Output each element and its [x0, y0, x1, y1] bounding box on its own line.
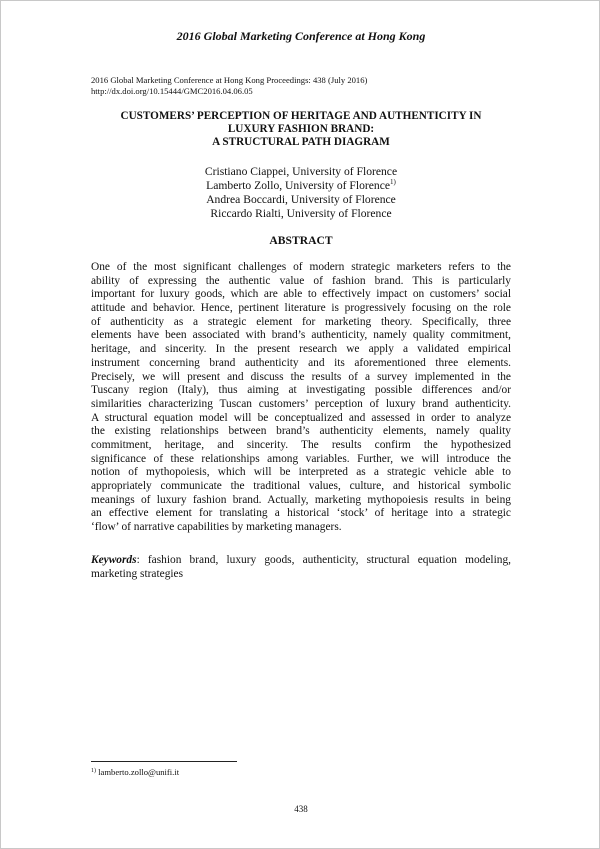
- author-name: Andrea Boccardi, University of Florence: [206, 193, 396, 206]
- paper-title: [91, 110, 511, 149]
- author-list: [91, 165, 511, 221]
- author-entry: [91, 193, 511, 207]
- abstract-line: Precisely, we will present and discuss the results of a survey implemented in the: [91, 370, 511, 383]
- abstract-line: the existing relationships between brand’s authenticity elements, namely quality: [91, 425, 511, 438]
- abstract-line: notion of mythopoiesis, which will be interpreted as a strategic vehicle able to: [91, 466, 511, 479]
- abstract-body: [91, 261, 511, 535]
- title-line: A STRUCTURAL PATH DIAGRAM: [212, 136, 390, 148]
- abstract-line: attitude and behavior. Hence, pertinent literature is progressively focusing on the role: [91, 302, 511, 315]
- abstract-line: One of the most significant challenges of modern strategic marketers refers to the: [91, 261, 511, 273]
- author-name: Riccardo Rialti, University of Florence: [210, 207, 392, 220]
- footnote-divider: [91, 761, 237, 762]
- abstract-line: Tuscany region (Italy), thus aiming at investigating possible differences and/or: [91, 384, 511, 397]
- footnote-marker[interactable]: 1): [390, 178, 396, 186]
- footnote-mark: 1): [91, 768, 96, 774]
- keywords-list: : fashion brand, luxury goods, authenticity, structural equation modeling,: [136, 554, 511, 566]
- footnote-email[interactable]: lamberto.zollo@unifi.it: [96, 767, 180, 777]
- abstract-line: important for luxury goods, which are able to effectively impact on customers’ social: [91, 288, 511, 301]
- page-number: 438: [294, 804, 308, 814]
- keywords-label: Keywords: [91, 554, 137, 566]
- proceedings-info: [91, 75, 521, 97]
- abstract-line: elements have been associated with brand’s authenticity, namely quality commitment,: [91, 329, 511, 342]
- author-entry: [91, 207, 511, 221]
- keywords-line: [91, 553, 511, 567]
- author-entry: [91, 179, 511, 193]
- author-name: Lamberto Zollo, University of Florence: [206, 179, 390, 192]
- abstract-line: meanings of luxury fashion brand. Actually, marketing mythopoiesis results in being: [91, 493, 511, 506]
- abstract-line: ability of expressing the authentic value of fashion brand. This is particularly: [91, 274, 511, 287]
- abstract-line: heritage, and sincerity. In the present research we apply a validated empirical: [91, 343, 511, 356]
- title-line: LUXURY FASHION BRAND:: [227, 123, 375, 135]
- footnote: [91, 767, 179, 777]
- keywords-line: marketing strategies: [91, 568, 184, 580]
- abstract-line: instrument concerning brand authenticity and its aforementioned three elements.: [91, 356, 511, 369]
- author-entry: [91, 165, 511, 179]
- doi-link[interactable]: http://dx.doi.org/10.15444/GMC2016.04.06.05: [91, 86, 253, 96]
- running-header: 2016 Global Marketing Conference at Hong Kong: [176, 29, 426, 43]
- abstract-line: ‘flow’ of narrative capabilities by marketing managers.: [91, 521, 342, 534]
- abstract-line: appropriately communicate the traditional values, culture, and historical symbolic: [91, 480, 511, 492]
- abstract-line: an effective element for translating a historical ‘stock’ of heritage into a strategic: [91, 507, 511, 520]
- abstract-line: commitment, heritage, and sincerity. The results confirm the hypothesized: [91, 438, 511, 451]
- abstract-heading: ABSTRACT: [269, 234, 333, 247]
- proceedings-citation: 2016 Global Marketing Conference at Hong Kong Proceedings: 438 (July 2016): [91, 75, 368, 85]
- abstract-line: significance of these relationships among variables. Further, we will introduce the: [91, 452, 511, 465]
- title-line: CUSTOMERS’ PERCEPTION OF HERITAGE AND AUTHENTICITY IN: [120, 110, 482, 122]
- author-name: Cristiano Ciappei, University of Florence: [204, 165, 398, 178]
- keywords-section: [91, 553, 511, 581]
- abstract-line: A structural equation model will be conceptualized and assessed in order to analyze: [91, 411, 511, 424]
- abstract-line: of authenticity as a strategic element for marketing theory. Specifically, three: [91, 315, 511, 328]
- abstract-line: similarities characterizing Tuscan customers’ perception of luxury brand authenticity.: [91, 397, 511, 410]
